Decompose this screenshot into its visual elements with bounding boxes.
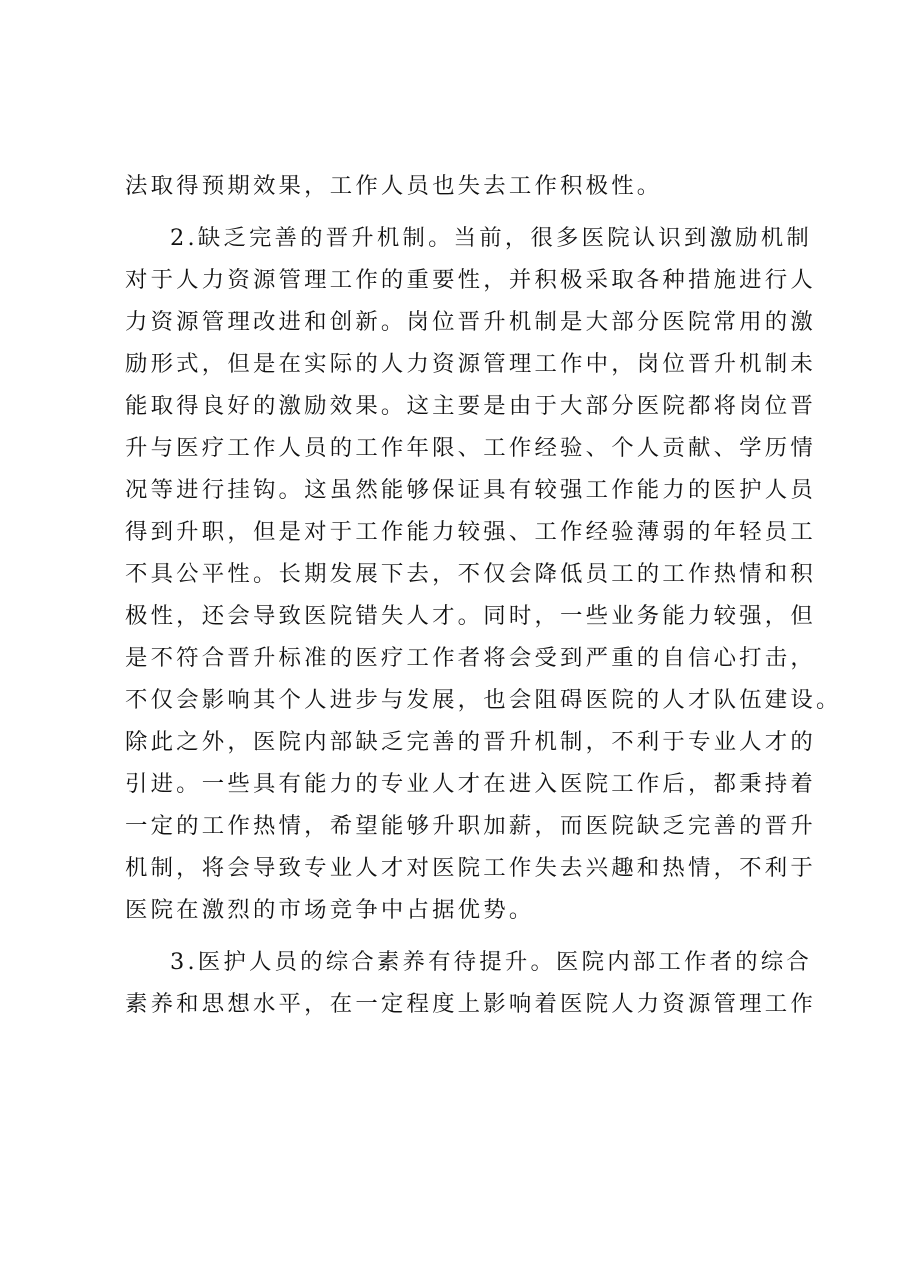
text-line: 能取得良好的激励效果。这主要是由于大部分医院都将岗位晋 bbox=[125, 393, 816, 419]
text-line: 况等进行挂钩。这虽然能够保证具有较强工作能力的医护人员 bbox=[125, 477, 816, 503]
text-line: 升与医疗工作人员的工作年限、工作经验、个人贡献、学历情 bbox=[125, 435, 816, 461]
text-line: 医院在激烈的市场竞争中占据优势。 bbox=[125, 897, 535, 923]
text-line: 不具公平性。长期发展下去，不仅会降低员工的工作热情和积 bbox=[125, 561, 816, 587]
text-line: 引进。一些具有能力的专业人才在进入医院工作后，都秉持着 bbox=[125, 771, 816, 797]
text-line: 得到升职，但是对于工作能力较强、工作经验薄弱的年轻员工 bbox=[125, 519, 816, 545]
text-line: 力资源管理改进和创新。岗位晋升机制是大部分医院常用的激 bbox=[125, 309, 816, 335]
text-line: 素养和思想水平，在一定程度上影响着医院人力资源管理工作 bbox=[125, 991, 816, 1017]
text-line: 极性，还会导致医院错失人才。同时，一些业务能力较强，但 bbox=[125, 603, 816, 629]
text-line: 机制，将会导致专业人才对医院工作失去兴趣和热情，不利于 bbox=[125, 855, 816, 881]
text-line: 除此之外，医院内部缺乏完善的晋升机制，不利于专业人才的 bbox=[125, 729, 816, 755]
text-line: 一定的工作热情，希望能够升职加薪，而医院缺乏完善的晋升 bbox=[125, 813, 816, 839]
text-line: 不仅会影响其个人进步与发展，也会阻碍医院的人才队伍建设。 bbox=[125, 687, 842, 713]
section-heading-line: 3.医护人员的综合素养有待提升。医院内部工作者的综合 bbox=[170, 949, 812, 975]
text-line: 是不符合晋升标准的医疗工作者将会受到严重的自信心打击， bbox=[125, 645, 816, 671]
text-line: 对于人力资源管理工作的重要性，并积极采取各种措施进行人 bbox=[125, 267, 816, 293]
text-line: 法取得预期效果，工作人员也失去工作积极性。 bbox=[125, 173, 663, 199]
text-line: 励形式，但是在实际的人力资源管理工作中，岗位晋升机制未 bbox=[125, 351, 816, 377]
body-text bbox=[125, 165, 842, 1025]
section-heading-line: 2.缺乏完善的晋升机制。当前，很多医院认识到激励机制 bbox=[170, 225, 812, 251]
